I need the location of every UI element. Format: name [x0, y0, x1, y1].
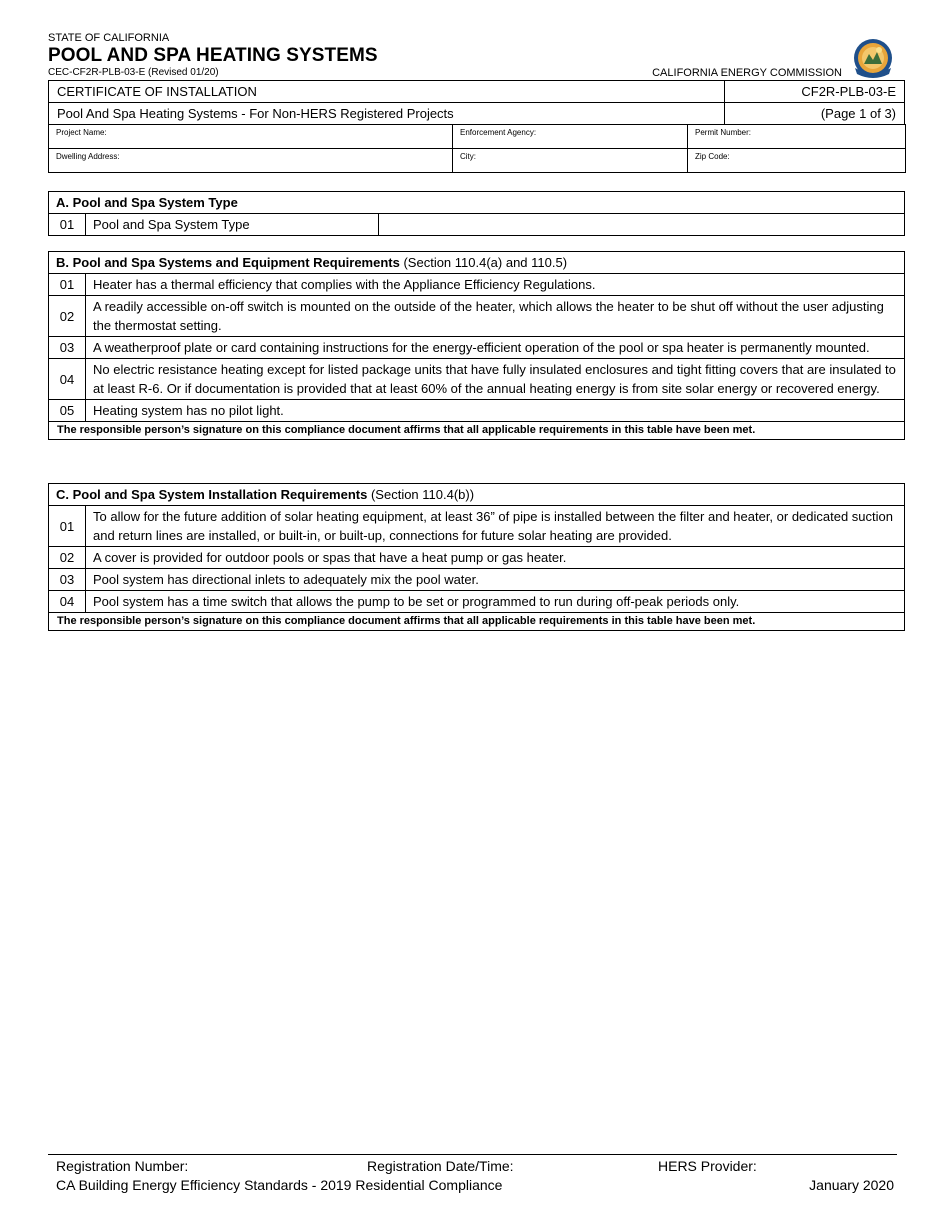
section-b-affirmation: The responsible person’s signature on this compliance document affirms that all applicable requirements in this table have been met.: [49, 422, 905, 440]
table-row: [49, 214, 905, 236]
requirement-text: A weatherproof plate or card containing instructions for the energy-efficient operation of the pool or spa heater is permanently mounted.: [86, 337, 905, 359]
row-number: 03: [49, 569, 86, 591]
section-b-table: [48, 251, 905, 440]
registration-datetime-label: Registration Date/Time:: [367, 1158, 514, 1174]
permit-number-field[interactable]: Permit Number:: [688, 125, 906, 149]
row-number: 04: [49, 359, 86, 400]
row-number: 05: [49, 400, 86, 422]
table-row: [49, 296, 905, 337]
table-row: [49, 400, 905, 422]
row-number: 01: [49, 506, 86, 547]
row-number: 02: [49, 296, 86, 337]
registration-number-label: Registration Number:: [56, 1158, 189, 1174]
section-b-title: B. Pool and Spa Systems and Equipment Requirements (Section 110.4(a) and 110.5): [49, 252, 905, 274]
table-row: [49, 547, 905, 569]
requirement-text: Pool system has a time switch that allows the pump to be set or programmed to run during off-peak periods only.: [86, 591, 905, 613]
table-row: [49, 569, 905, 591]
hers-provider-label: HERS Provider:: [658, 1158, 757, 1174]
certificate-code: CF2R-PLB-03-E: [725, 81, 905, 103]
requirement-text: No electric resistance heating except for listed package units that have fully insulated enclosures and tight fitting covers that are insulated to at least R-6. Or if documentation is provided that at least 60% of the annual heating energy is from site solar energy or recovered energy.: [86, 359, 905, 400]
page-number: (Page 1 of 3): [725, 103, 905, 125]
footer-date: January 2020: [809, 1177, 894, 1193]
table-row: [49, 274, 905, 296]
project-name-field[interactable]: Project Name:: [49, 125, 453, 149]
row-number: 01: [49, 274, 86, 296]
section-a-title: A. Pool and Spa System Type: [49, 192, 905, 214]
requirement-text: Heater has a thermal efficiency that complies with the Appliance Efficiency Regulations.: [86, 274, 905, 296]
state-label: STATE OF CALIFORNIA: [48, 32, 170, 44]
section-c-title: C. Pool and Spa System Installation Requirements (Section 110.4(b)): [49, 484, 905, 506]
row-number: 03: [49, 337, 86, 359]
requirement-text: Pool system has directional inlets to adequately mix the pool water.: [86, 569, 905, 591]
dwelling-address-field[interactable]: Dwelling Address:: [49, 149, 453, 173]
standards-label: CA Building Energy Efficiency Standards - 2019 Residential Compliance: [56, 1177, 503, 1193]
table-row: [49, 506, 905, 547]
certificate-type: CERTIFICATE OF INSTALLATION: [49, 81, 725, 103]
project-info-table: [48, 124, 906, 173]
system-type-label: Pool and Spa System Type: [86, 214, 379, 236]
table-row: [49, 359, 905, 400]
document-title: POOL AND SPA HEATING SYSTEMS: [48, 45, 378, 66]
row-number: 04: [49, 591, 86, 613]
city-field[interactable]: City:: [453, 149, 688, 173]
section-c-table: [48, 483, 905, 631]
form-id: CEC-CF2R-PLB-03-E (Revised 01/20): [48, 67, 219, 78]
row-number: 02: [49, 547, 86, 569]
certificate-subtitle: Pool And Spa Heating Systems - For Non-HERS Registered Projects: [49, 103, 725, 125]
requirement-text: A cover is provided for outdoor pools or spas that have a heat pump or gas heater.: [86, 547, 905, 569]
section-a-table: [48, 191, 905, 236]
row-number: 01: [49, 214, 86, 236]
requirement-text: Heating system has no pilot light.: [86, 400, 905, 422]
table-row: [49, 591, 905, 613]
requirement-text: A readily accessible on-off switch is mounted on the outside of the heater, which allows the heater to be shut off without the user adjusting the thermostat setting.: [86, 296, 905, 337]
agency-name: CALIFORNIA ENERGY COMMISSION: [652, 67, 842, 79]
certificate-header: [48, 80, 905, 125]
system-type-value[interactable]: [379, 214, 905, 236]
section-c-affirmation: The responsible person’s signature on this compliance document affirms that all applicable requirements in this table have been met.: [49, 613, 905, 631]
footer-divider: [48, 1154, 897, 1155]
zip-code-field[interactable]: Zip Code:: [688, 149, 906, 173]
requirement-text: To allow for the future addition of solar heating equipment, at least 36” of pipe is installed between the filter and heater, or dedicated suction and return lines are installed, or built-in, or built-up, connections for future solar heating are provided.: [86, 506, 905, 547]
commission-seal-icon: [849, 38, 897, 80]
table-row: [49, 337, 905, 359]
enforcement-agency-field[interactable]: Enforcement Agency:: [453, 125, 688, 149]
